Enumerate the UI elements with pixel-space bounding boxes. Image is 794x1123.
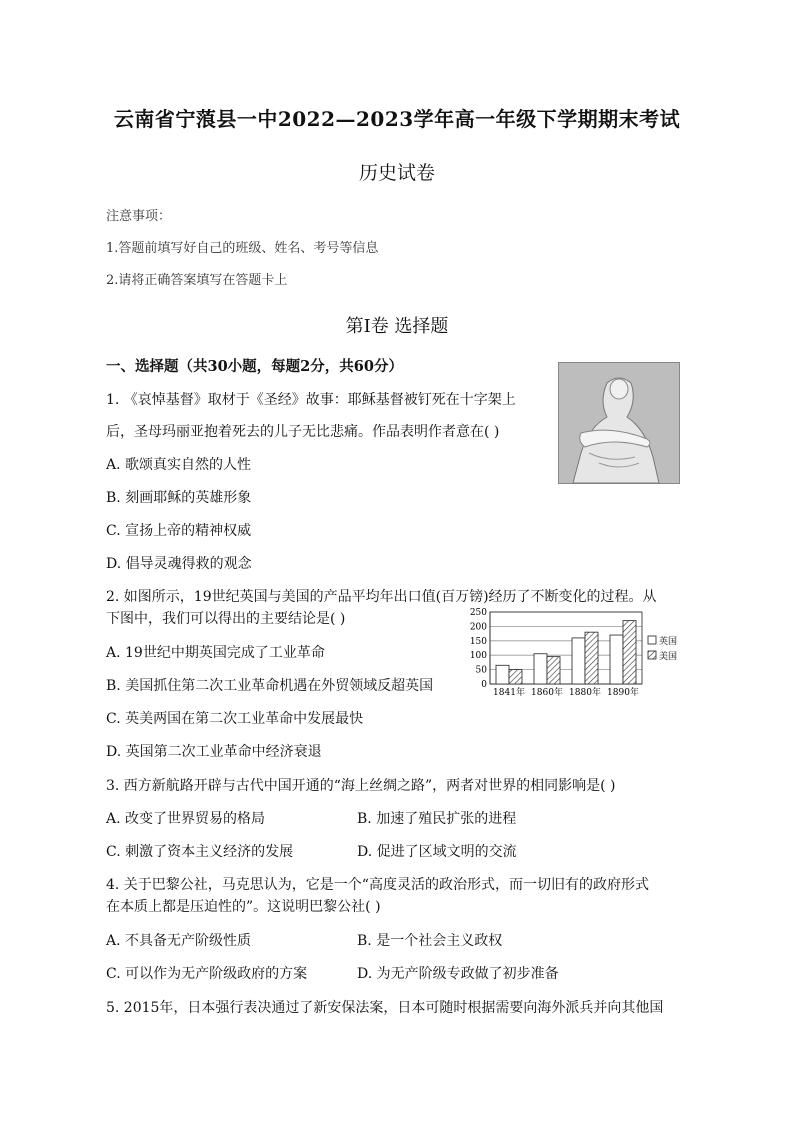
legend-swatch [648, 636, 656, 644]
page-title: 云南省宁蒗县一中2022—2023学年高一年级下学期期末考试 [113, 107, 681, 131]
x-tick-label: 1880年 [569, 688, 601, 698]
bar-us [585, 632, 598, 684]
note-item: 1.答题前填写好自己的班级、姓名、考号等信息 [106, 241, 379, 256]
option-d: D. 促进了区域文明的交流 [357, 844, 517, 860]
bar-uk [496, 665, 509, 684]
export-bar-chart [462, 606, 678, 698]
question-line: 3. 西方新航路开辟与古代中国开通的“海上丝绸之路”，两者对世界的相同影响是( ) [106, 778, 616, 794]
y-tick-label: 200 [469, 622, 487, 633]
question-line: 4. 关于巴黎公社，马克思认为，它是一个“高度灵活的政治形式，而一切旧有的政府形式 [106, 877, 649, 893]
legend-label: 英国 [659, 637, 678, 647]
y-tick-label: 100 [469, 651, 487, 662]
option-c: C. 刺激了资本主义经济的发展 [106, 844, 294, 860]
bar-uk [572, 638, 585, 684]
question-line: 1. 《哀悼基督》取材于《圣经》故事：耶稣基督被钉死在十字架上 [106, 392, 516, 408]
page-subtitle: 历史试卷 [358, 162, 435, 184]
y-tick-label: 50 [475, 665, 487, 676]
bar-uk [610, 635, 623, 684]
note-item: 2.请将正确答案填写在答题卡上 [106, 273, 288, 288]
x-tick-label: 1841年 [493, 688, 525, 698]
question-line: 在本质上都是压迫性的”。这说明巴黎公社( ) [106, 899, 381, 915]
section-title: 第Ⅰ卷 选择题 [345, 316, 449, 337]
bar-us [547, 657, 560, 684]
option-a: A. 19世纪中期英国完成了工业革命 [106, 645, 325, 661]
option-d: D. 为无产阶级专政做了初步准备 [357, 966, 559, 982]
part-heading: 一、选择题（共30小题，每题2分，共60分） [106, 358, 403, 375]
y-tick-label: 150 [469, 636, 487, 647]
option-b: B. 美国抓住第二次工业革命机遇在外贸领域反超英国 [106, 678, 434, 694]
option-c: C. 宣扬上帝的精神权威 [106, 523, 252, 539]
x-tick-label: 1890年 [607, 688, 639, 698]
bar-us [509, 670, 522, 684]
notes-heading: 注意事项： [106, 209, 172, 224]
question-line: 后，圣母玛丽亚抱着死去的儿子无比悲痛。作品表明作者意在( ) [106, 424, 500, 440]
option-c: C. 可以作为无产阶级政府的方案 [106, 966, 308, 982]
option-b: B. 刻画耶稣的英雄形象 [106, 490, 252, 506]
option-c: C. 英美两国在第二次工业革命中发展最快 [106, 711, 364, 727]
option-a: A. 改变了世界贸易的格局 [106, 811, 266, 827]
bar-us [623, 621, 636, 684]
legend-label: 美国 [659, 652, 678, 662]
y-tick-label: 0 [481, 680, 487, 690]
option-b: B. 是一个社会主义政权 [357, 933, 503, 949]
bar-uk [534, 654, 547, 684]
question-line: 5. 2015年，日本强行表决通过了新安保法案，日本可随时根据需要向海外派兵并向其他国 [106, 1000, 664, 1016]
option-b: B. 加速了殖民扩张的进程 [357, 811, 517, 827]
question-line: 下图中，我们可以得出的主要结论是( ) [106, 611, 346, 627]
y-tick-label: 250 [469, 608, 487, 618]
x-tick-label: 1860年 [531, 688, 563, 698]
pieta-sculpture-image [558, 362, 680, 484]
option-a: A. 不具备无产阶级性质 [106, 933, 252, 949]
question-line: 2. 如图所示，19世纪英国与美国的产品平均年出口值(百万镑)经历了不断变化的过程。从 [106, 589, 657, 605]
option-a: A. 歌颂真实自然的人性 [106, 457, 252, 473]
option-d: D. 倡导灵魂得救的观念 [106, 556, 252, 572]
legend-swatch [648, 651, 656, 659]
option-d: D. 英国第二次工业革命中经济衰退 [106, 744, 322, 760]
